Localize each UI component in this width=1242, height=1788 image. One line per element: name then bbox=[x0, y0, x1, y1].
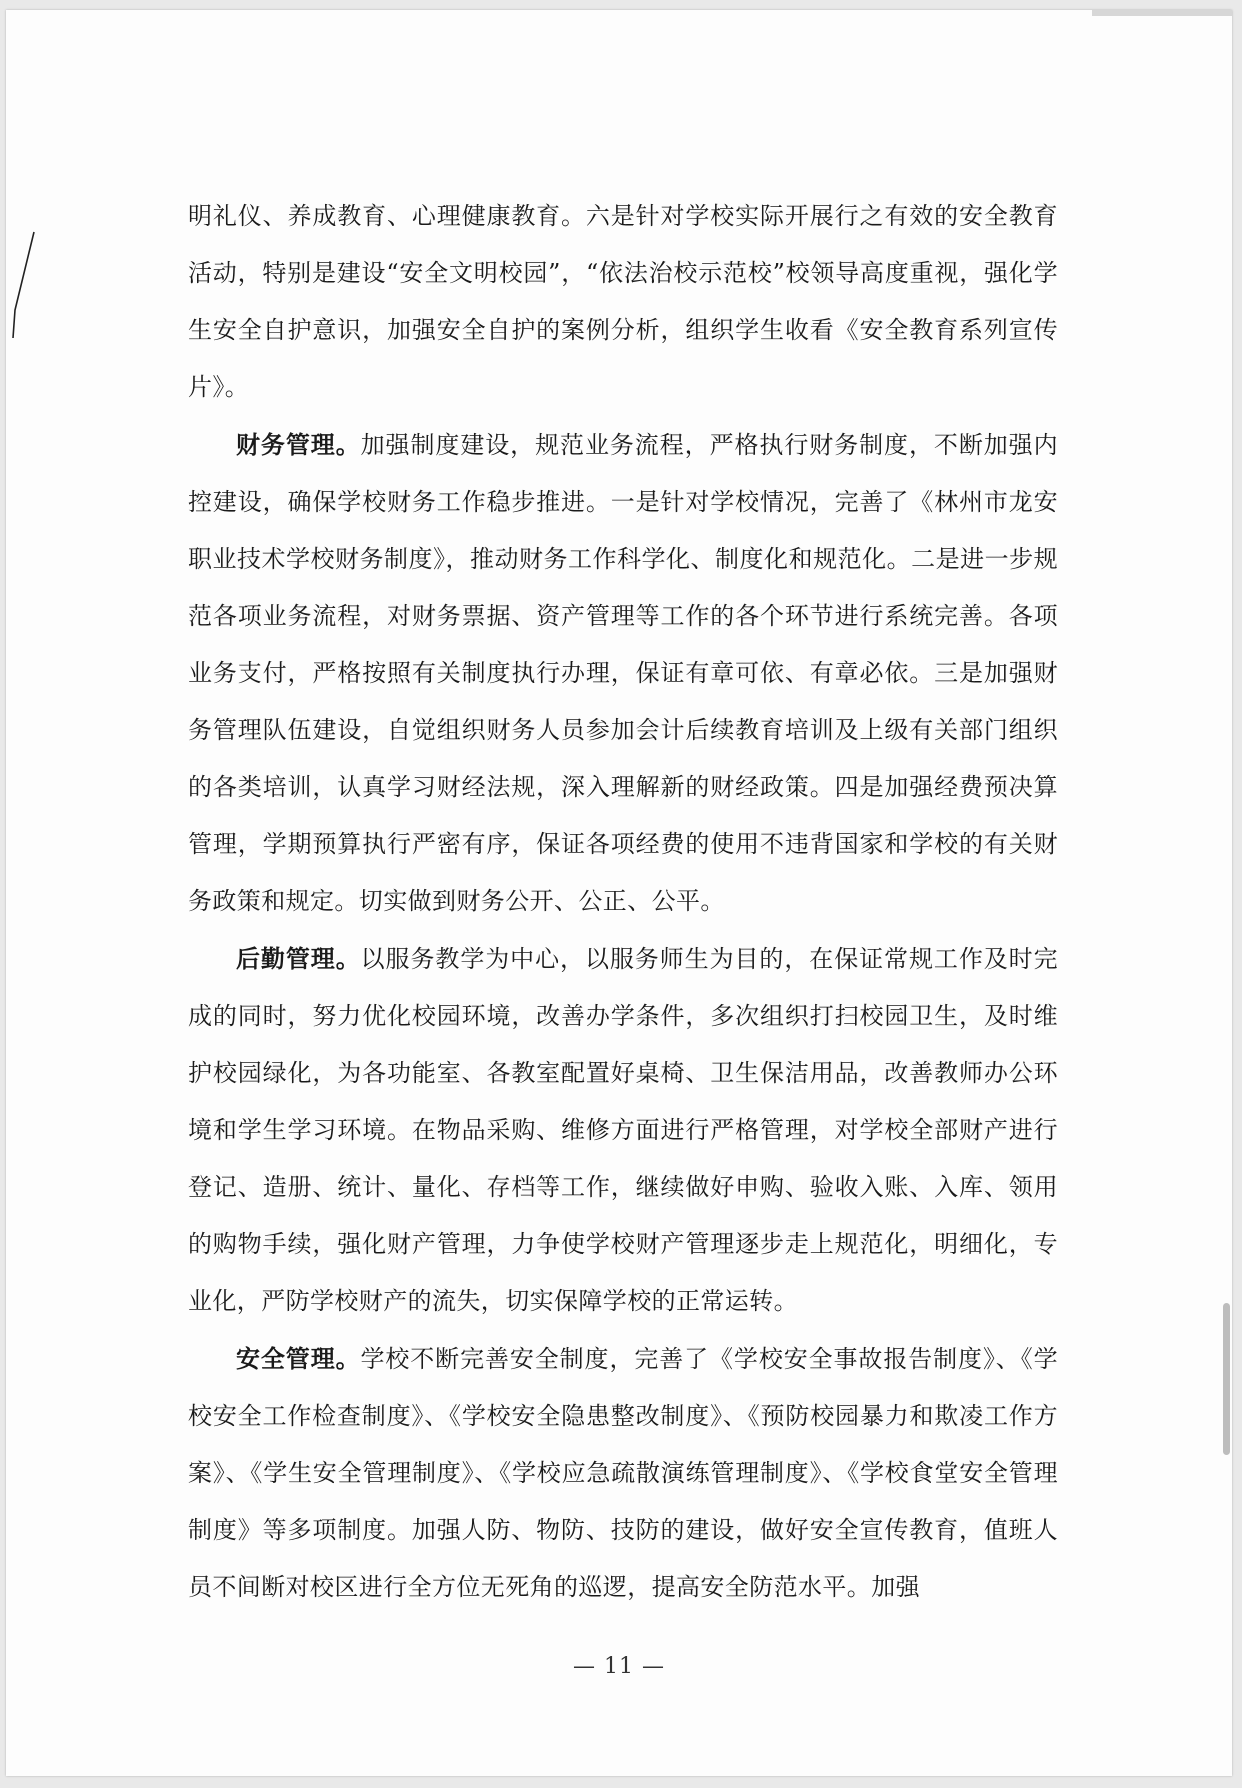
paragraph-security-management bbox=[188, 1330, 1058, 1616]
paragraph-text: 学校不断完善安全制度，完善了《学校安全事故报告制度》、《学校安全工作检查制度》、《学校安全隐患整改制度》、《预防校园暴力和欺凌工作方案》、《学生安全管理制度》、《学校应急疏散演练管理制度》、《学校食堂安全管理制度》等多项制度。加强人防、物防、技防的建设，做好安全宣传教育，值班人员不间断对校区进行全方位无死角的巡逻，提高安全防范水平。加强 bbox=[188, 1345, 1058, 1601]
document-page bbox=[6, 10, 1232, 1776]
page-number: — 11 — bbox=[573, 1654, 665, 1679]
paragraph-text: 明礼仪、养成教育、心理健康教育。六是针对学校实际开展行之有效的安全教育活动，特别是建设“安全文明校园”，“依法治校示范校”校领导高度重视，强化学生安全自护意识，加强安全自护的案例分析，组织学生收看《安全教育系列宣传片》。 bbox=[188, 202, 1058, 401]
paragraph-text: 以服务教学为中心，以服务师生为目的，在保证常规工作及时完成的同时，努力优化校园环境，改善办学条件，多次组织打扫校园卫生，及时维护校园绿化，为各功能室、各教室配置好桌椅、卫生保洁用品，改善教师办公环境和学生学习环境。在物品采购、维修方面进行严格管理，对学校全部财产进行登记、造册、统计、量化、存档等工作，继续做好申购、验收入账、入库、领用的购物手续，强化财产管理，力争使学校财产管理逐步走上规范化，明细化，专业化，严防学校财产的流失，切实保障学校的正常运转。 bbox=[188, 945, 1058, 1315]
paragraph-logistics-management bbox=[188, 930, 1058, 1330]
margin-pen-mark bbox=[12, 230, 42, 340]
vertical-scrollbar[interactable] bbox=[1223, 1303, 1230, 1455]
paragraph-text: 加强制度建设，规范业务流程，严格执行财务制度，不断加强内控建设，确保学校财务工作稳步推进。一是针对学校情况，完善了《林州市龙安职业技术学校财务制度》，推动财务工作科学化、制度化和规范化。二是进一步规范各项业务流程，对财务票据、资产管理等工作的各个环节进行系统完善。各项业务支付，严格按照有关制度执行办理，保证有章可依、有章必依。三是加强财务管理队伍建设，自觉组织财务人员参加会计后续教育培训及上级有关部门组织的各类培训，认真学习财经法规，深入理解新的财经政策。四是加强经费预决算管理，学期预算执行严密有序，保证各项经费的使用不违背国家和学校的有关财务政策和规定。切实做到财务公开、公正、公平。 bbox=[188, 431, 1058, 915]
paragraph-finance-management bbox=[188, 416, 1058, 930]
page-edge-strip bbox=[1092, 10, 1232, 16]
paragraph-heading: 安全管理。 bbox=[236, 1344, 361, 1373]
paragraph-heading: 后勤管理。 bbox=[236, 944, 361, 973]
body-text bbox=[188, 188, 1058, 1616]
paragraph-safety-education bbox=[188, 188, 1058, 416]
paragraph-heading: 财务管理。 bbox=[236, 430, 361, 459]
